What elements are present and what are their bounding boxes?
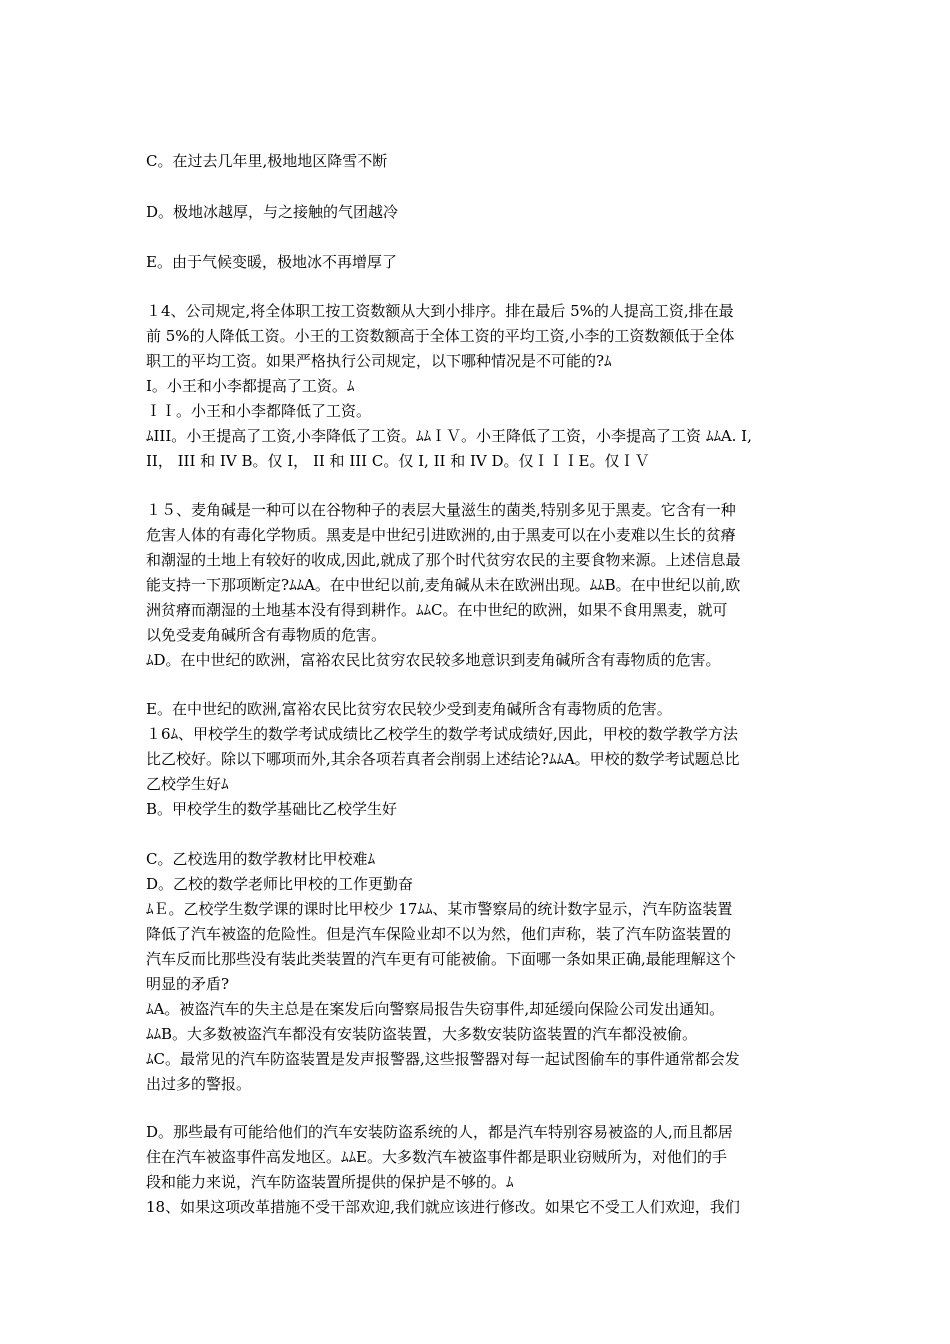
text-line: E。由于气候变暖，极地冰不再增厚了 [146, 253, 397, 271]
text-line: E。在中世纪的欧洲,富裕农民比贫穷农民较少受到麦角碱所含有毒物质的危害。 [146, 700, 672, 718]
text-line: ﾑﾑB。大多数被盗汽车都没有安装防盗装置，大多数安装防盗装置的汽车都没被偷。 [146, 1025, 698, 1043]
text-line: II， III 和 IV B。仅 I， II 和 III C。仅 I, II 和 IV D。仅ＩＩＩE。仅ＩＶ [146, 452, 650, 470]
text-line: 和潮湿的土地上有较好的收成,因此,就成了那个时代贫穷农民的主要食物来源。上述信息最 [146, 551, 741, 569]
text-line: 危害人体的有毒化学物质。黑麦是中世纪引进欧洲的,由于黑麦可以在小麦难以生长的贫瘠 [146, 526, 736, 544]
text-line: I。小王和小李都提高了工资。ﾑ [146, 377, 355, 395]
question-17-continued-and-18 [146, 1120, 810, 1220]
text-line: １6ﾑ、甲校学生的数学考试成绩比乙校学生的数学考试成绩好,因此，甲校的数学教学方法 [146, 725, 738, 743]
text-line: １4、公司规定,将全体职工按工资数额从大到小排序。排在最后 5%的人提高工资,排在最 [146, 302, 734, 320]
text-line: 比乙校好。除以下哪项而外,其余各项若真者会削弱上述结论?ﾑﾑA。甲校的数学考试题总比 [146, 750, 740, 768]
text-line: C。在过去几年里,极地地区降雪不断 [146, 152, 388, 170]
text-line: ﾑA。被盗汽车的失主总是在案发后向警察局报告失窃事件,却延缓向保险公司发出通知。 [146, 1000, 725, 1018]
question-14 [146, 299, 810, 474]
text-line: D。极地冰越厚，与之接触的气团越冷 [146, 203, 399, 221]
text-line: 降低了汽车被盗的危险性。但是汽车保险业却不以为然，他们声称，装了汽车防盗装置的 [146, 925, 732, 943]
text-line: B。甲校学生的数学基础比乙校学生好 [146, 800, 398, 818]
text-line: ﾑC。最常见的汽车防盗装置是发声报警器,这些报警器对每一起试图偷车的事件通常都会发 [146, 1050, 740, 1068]
text-line: 乙校学生好ﾑ [146, 775, 229, 793]
option-c-snow [146, 149, 810, 174]
text-line: 汽车反而比那些没有装此类装置的汽车更有可能被偷。下面哪一条如果正确,最能理解这个 [146, 950, 736, 968]
text-line: ＩＩ。小王和小李都降低了工资。 [146, 402, 372, 420]
option-d-ice [146, 200, 810, 225]
text-line: 以免受麦角碱所含有毒物质的危害。 [146, 626, 387, 644]
text-line: １５、麦角碱是一种可以在谷物种子的表层大量滋生的菌类,特别多见于黑麦。它含有一种 [146, 501, 736, 519]
text-line: C。乙校选用的数学教材比甲校难ﾑ [146, 850, 375, 868]
text-line: 职工的平均工资。如果严格执行公司规定，以下哪种情况是不可能的?ﾑ [146, 352, 612, 370]
question-16 [146, 697, 810, 822]
text-line: 出过多的警报。 [146, 1075, 252, 1093]
text-line: 住在汽车被盗事件高发地区。ﾑﾑE。大多数汽车被盗事件都是职业窃贼所为，对他们的手 [146, 1148, 727, 1166]
text-line: ﾑD。在中世纪的欧洲，富裕农民比贫穷农民较多地意识到麦角碱所含有毒物质的危害。 [146, 651, 721, 669]
text-line: ﾑＥ。乙校学生数学课的课时比甲校少 17ﾑﾑ、某市警察局的统计数字显示，汽车防盗装置 [146, 900, 733, 918]
text-line: D。那些最有可能给他们的汽车安装防盗系统的人，都是汽车特别容易被盗的人,而且都居 [146, 1123, 733, 1141]
text-line: 洲贫瘠而潮湿的土地基本没有得到耕作。ﾑﾑC。在中世纪的欧洲，如果不食用黑麦，就可 [146, 601, 728, 619]
text-line: D。乙校的数学老师比甲校的工作更勤奋 [146, 875, 414, 893]
text-line: 前 5%的人降低工资。小王的工资数额高于全体工资的平均工资,小李的工资数额低于全体 [146, 327, 735, 345]
text-line: 18、如果这项改革措施不受干部欢迎,我们就应该进行修改。如果它不受工人们欢迎，我们 [146, 1198, 740, 1216]
option-e-climate [146, 250, 810, 275]
text-line: 能支持一下那项断定?ﾑﾑA。在中世纪以前,麦角碱从未在欧洲出现。ﾑﾑB。在中世纪以前,欧 [146, 576, 741, 594]
question-15 [146, 498, 810, 673]
text-line: 明显的矛盾? [146, 975, 230, 993]
question-17 [146, 847, 810, 1097]
text-line: ﾑIII。小王提高了工资,小李降低了工资。ﾑﾑＩＶ。小王降低了工资，小李提高了工资 ﾑﾑA. I, [146, 427, 752, 445]
text-line: 段和能力来说，汽车防盗装置所提供的保护是不够的。ﾑ [146, 1173, 514, 1191]
